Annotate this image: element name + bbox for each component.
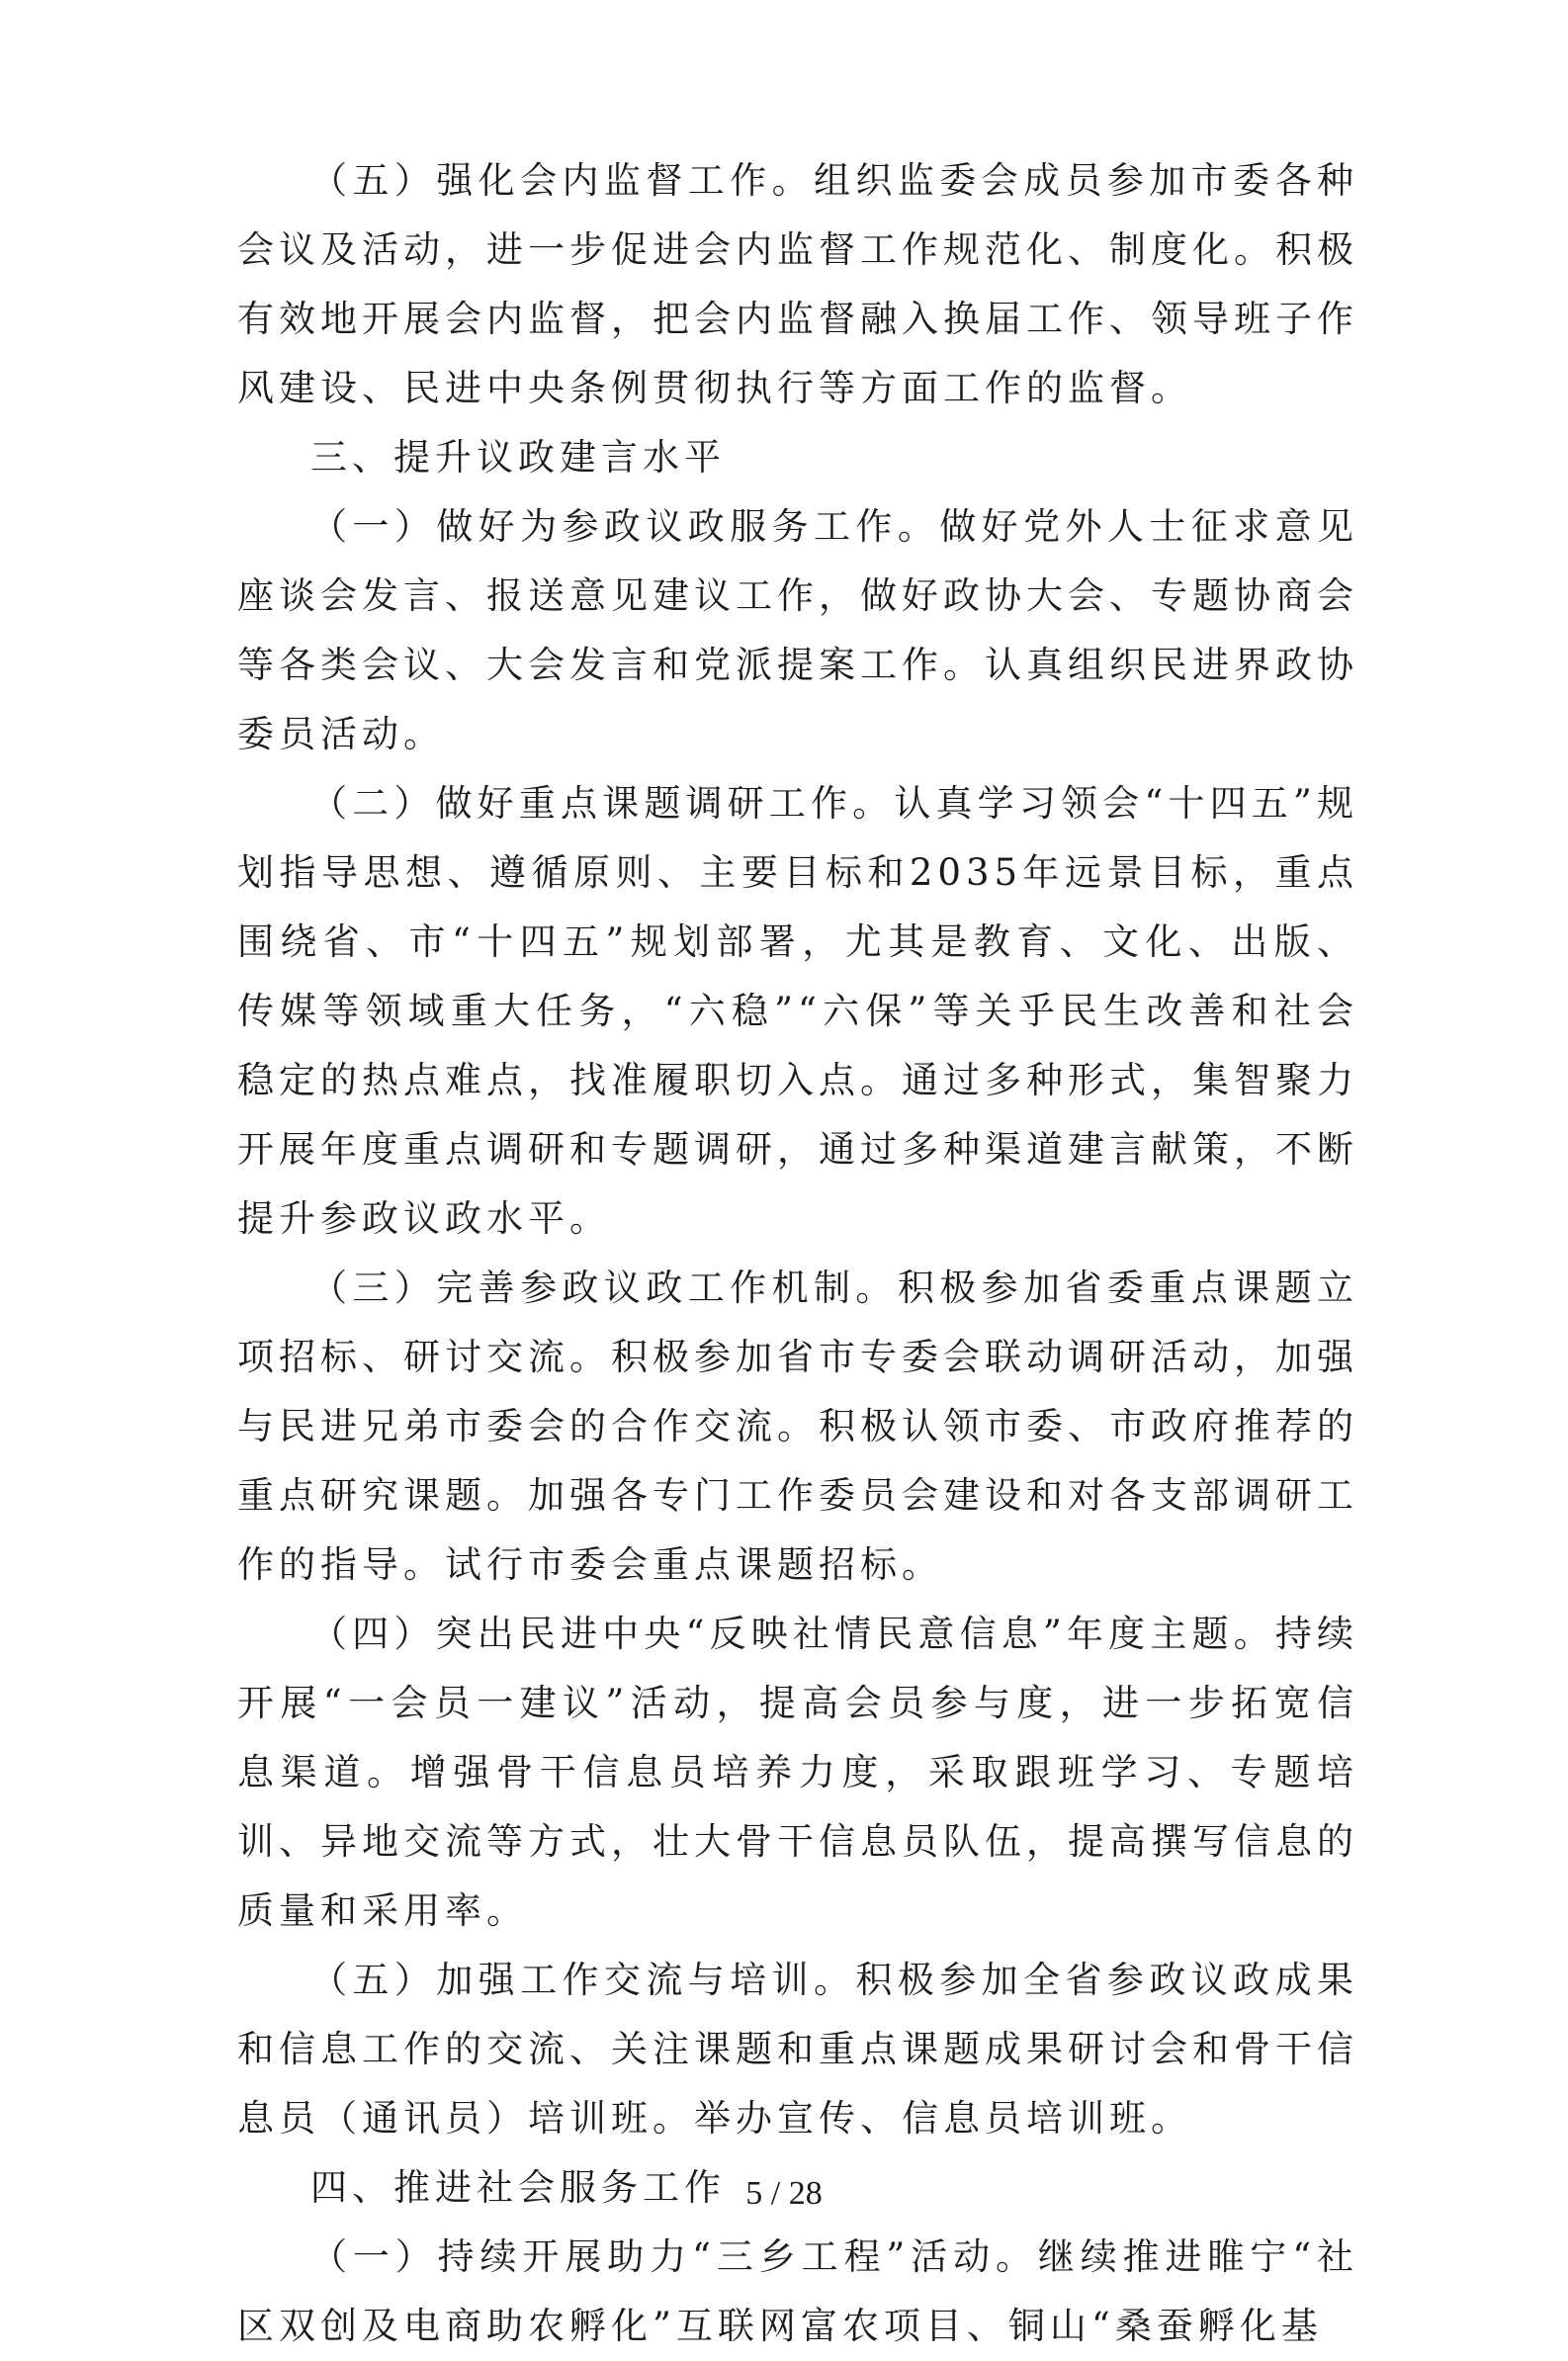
- paragraph: （五）强化会内监督工作。组织监委会成员参加市委各种会议及活动，进一步促进会内监督工作规范化、制度化。积极有效地开展会内监督，把会内监督融入换届工作、领导班子作风建设、民进中央条例贯彻执行等方面工作的监督。: [237, 159, 1358, 409]
- paragraph: （一）持续开展助力“三乡工程”活动。继续推进睢宁“社区双创及电商助农孵化”互联网富农项目、铜山“桑蚕孵化基: [237, 2235, 1358, 2347]
- paragraph: （五）加强工作交流与培训。积极参加全省参政议政成果和信息工作的交流、关注课题和重点课题成果研讨会和骨干信息员（通讯员）培训班。举办宣传、信息员培训班。: [237, 1959, 1358, 2140]
- body-text: [237, 146, 1358, 2361]
- paragraph: （四）突出民进中央“反映社情民意信息”年度主题。持续开展“一会员一建议”活动，提高会员参与度，进一步拓宽信息渠道。增强骨干信息员培养力度，采取跟班学习、专题培训、异地交流等方式，壮大骨干信息员队伍，提高撰写信息的质量和采用率。: [237, 1613, 1358, 1932]
- page-number: 5 / 28: [745, 2175, 823, 2212]
- paragraph: （一）做好为参政议政服务工作。做好党外人士征求意见座谈会发言、报送意见建议工作，做好政协大会、专题协商会等各类会议、大会发言和党派提案工作。认真组织民进界政协委员活动。: [237, 505, 1358, 755]
- paragraph: （三）完善参政议政工作机制。积极参加省委重点课题立项招标、研讨交流。积极参加省市专委会联动调研活动，加强与民进兄弟市委会的合作交流。积极认领市委、市政府推荐的重点研究课题。加强各专门工作委员会建设和对各支部调研工作的指导。试行市委会重点课题招标。: [237, 1267, 1358, 1586]
- paragraph: （二）做好重点课题调研工作。认真学习领会“十四五”规划指导思想、遵循原则、主要目标和2035年远景目标，重点围绕省、市“十四五”规划部署，尤其是教育、文化、出版、传媒等领域重大任务，“六稳”“六保”等关乎民生改善和社会稳定的热点难点，找准履职切入点。通过多种形式，集智聚力开展年度重点调研和专题调研，通过多种渠道建言献策，不断提升参政议政水平。: [237, 782, 1358, 1240]
- section-heading: 四、推进社会服务工作: [310, 2166, 726, 2209]
- section-heading: 三、提升议政建言水平: [310, 436, 726, 479]
